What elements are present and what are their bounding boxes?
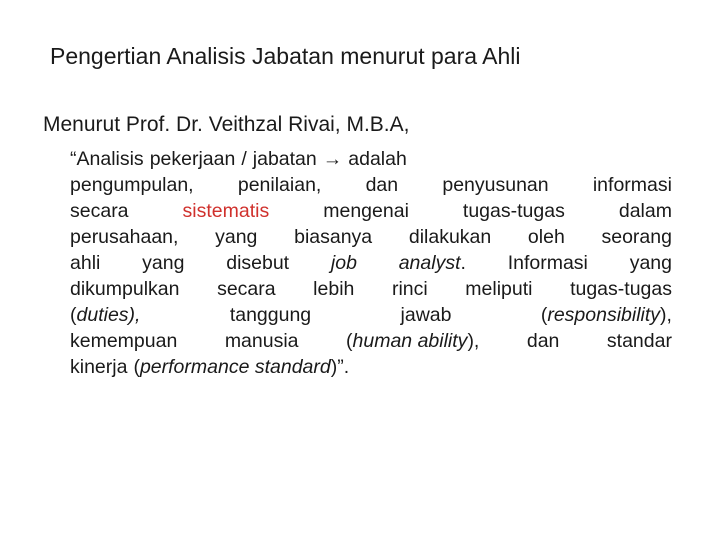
quote-word: adalah — [348, 148, 407, 170]
quote-word: dikumpulkan — [70, 278, 180, 300]
quote-word: rinci — [391, 278, 428, 300]
quote-word: perusahaan, — [70, 226, 179, 248]
arrow-symbol: → — [322, 148, 343, 170]
italic-term: analyst — [398, 252, 461, 274]
quote-word: dilakukan — [408, 226, 492, 248]
quote-punct: ( — [540, 304, 548, 326]
italic-term: performance standard — [139, 356, 331, 378]
quote-word: yang — [215, 226, 258, 248]
quote-word: dan — [526, 330, 560, 352]
quote-word: lebih — [313, 278, 355, 300]
quote-word: kinerja — [70, 356, 128, 378]
quote-word: seorang — [601, 226, 672, 248]
quote-punct: ), — [660, 304, 672, 326]
italic-term: human ability — [352, 330, 468, 352]
italic-term: job — [330, 252, 357, 274]
quote-word: standar — [606, 330, 672, 352]
quote-word: pengumpulan, — [70, 174, 194, 196]
quote-line-5 — [70, 250, 672, 276]
quote-word: tanggung — [229, 304, 312, 326]
quote-word: jabatan — [252, 148, 317, 170]
quote-word: tugas-tugas — [462, 200, 565, 222]
quote-word: “Analisis — [70, 148, 144, 170]
quote-word: penilaian, — [237, 174, 322, 196]
quote-word: ahli — [70, 252, 101, 274]
quote-punct: ( — [70, 304, 77, 326]
quote-punct: . — [460, 252, 466, 274]
italic-term: responsibility — [547, 304, 661, 326]
quote-punct: ( — [133, 356, 140, 378]
quote-line-3 — [70, 198, 672, 224]
quote-word: Informasi — [507, 252, 588, 274]
quote-punct: ), — [467, 330, 480, 352]
quote-line-8 — [70, 328, 672, 354]
definition-quote — [70, 146, 672, 380]
quote-word: disebut — [226, 252, 290, 274]
quote-word: jawab — [400, 304, 452, 326]
quote-word: manusia — [224, 330, 299, 352]
quote-word: kemempuan — [70, 330, 178, 352]
quote-word: / — [241, 148, 247, 170]
highlighted-word: sistematis — [182, 200, 270, 222]
quote-word: meliputi — [465, 278, 533, 300]
quote-word: mengenai — [323, 200, 409, 222]
quote-line-6 — [70, 276, 672, 302]
quote-punct: )”. — [330, 356, 350, 378]
quote-word: tugas-tugas — [570, 278, 672, 300]
quote-word: penyusunan — [442, 174, 549, 196]
quote-word: secara — [217, 278, 276, 300]
quote-word: dalam — [618, 200, 672, 222]
quote-word: biasanya — [294, 226, 373, 248]
italic-term: duties), — [76, 304, 141, 326]
quote-line-4 — [70, 224, 672, 250]
quote-punct: ( — [346, 330, 353, 352]
quote-word: yang — [142, 252, 185, 274]
quote-word: secara — [70, 200, 129, 222]
quote-line-1 — [70, 146, 672, 172]
quote-word: yang — [629, 252, 672, 274]
quote-word: informasi — [592, 174, 672, 196]
quote-line-2 — [70, 172, 672, 198]
quote-line-7 — [70, 302, 672, 328]
quote-word: oleh — [527, 226, 565, 248]
quote-word: dan — [365, 174, 399, 196]
author-intro: Menurut Prof. Dr. Veithzal Rivai, M.B.A, — [43, 113, 410, 136]
quote-word: pekerjaan — [149, 148, 236, 170]
quote-line-9 — [70, 354, 672, 380]
slide-title: Pengertian Analisis Jabatan menurut para Ahli — [50, 43, 521, 69]
